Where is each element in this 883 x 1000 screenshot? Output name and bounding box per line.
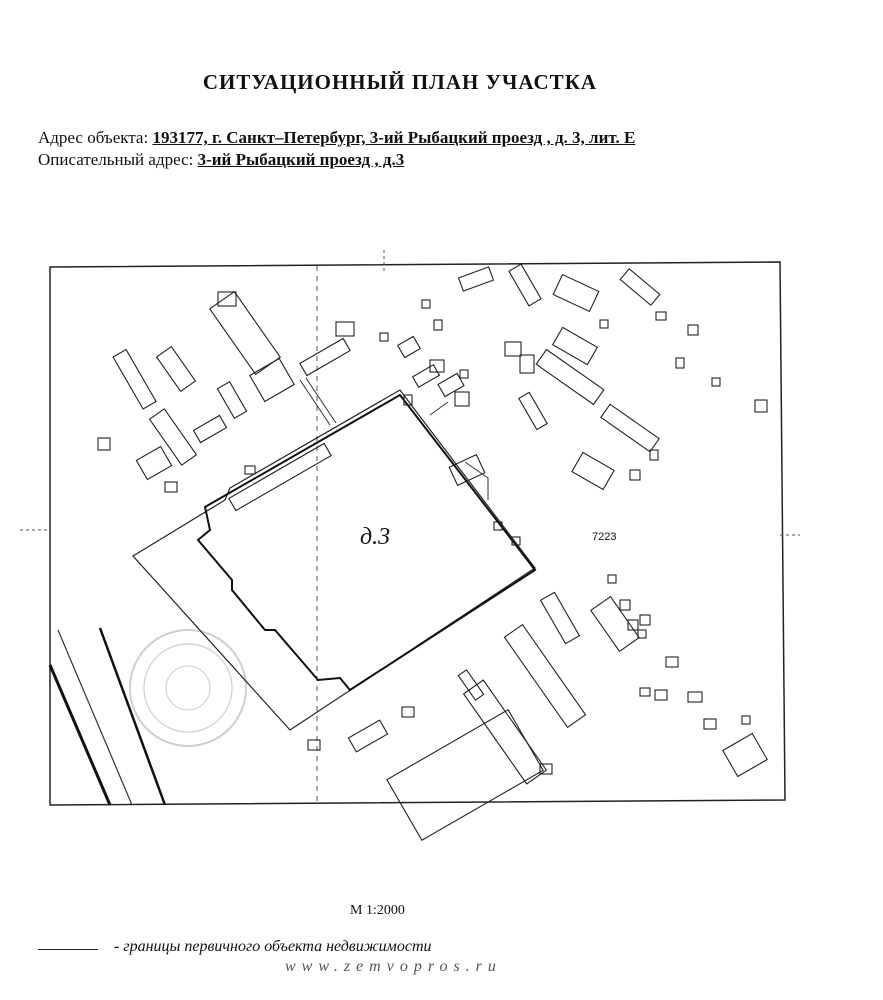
page-title: СИТУАЦИОННЫЙ ПЛАН УЧАСТКА xyxy=(202,70,598,94)
parcel-label: д.3 xyxy=(360,524,391,550)
building xyxy=(136,446,171,479)
building xyxy=(413,365,440,387)
building xyxy=(553,275,599,312)
object-address-label: Адрес объекта: xyxy=(38,128,149,147)
building xyxy=(519,392,547,429)
building xyxy=(620,269,660,305)
building xyxy=(336,322,354,336)
building xyxy=(210,292,280,375)
legend-text: - границы первичного объекта недвижимости xyxy=(114,938,432,955)
road-line xyxy=(50,665,110,805)
building xyxy=(422,300,430,308)
descriptive-address-label: Описательный адрес: xyxy=(38,150,194,169)
building xyxy=(688,692,702,702)
building xyxy=(742,716,750,724)
building xyxy=(98,438,110,450)
building xyxy=(591,597,639,652)
building xyxy=(601,404,659,452)
building xyxy=(676,358,684,368)
building xyxy=(464,680,547,784)
building xyxy=(630,470,640,480)
building xyxy=(666,657,678,667)
building xyxy=(217,382,246,418)
map-scale: М 1:2000 xyxy=(350,903,405,918)
official-stamp xyxy=(130,630,246,746)
building xyxy=(704,719,716,729)
building xyxy=(460,370,468,378)
building xyxy=(150,409,197,465)
building xyxy=(245,466,255,474)
building xyxy=(398,336,421,357)
building xyxy=(380,333,388,341)
building xyxy=(449,455,485,486)
building xyxy=(640,615,650,625)
building xyxy=(300,338,350,375)
building xyxy=(509,264,541,306)
building xyxy=(387,710,543,841)
building xyxy=(608,575,616,583)
building xyxy=(655,690,667,700)
building xyxy=(218,292,236,306)
building xyxy=(194,415,227,442)
building xyxy=(434,320,442,330)
building xyxy=(688,325,698,335)
building xyxy=(620,600,630,610)
building xyxy=(656,312,666,320)
building xyxy=(402,707,414,717)
road-line xyxy=(58,630,132,805)
object-address-value: 193177, г. Санкт–Петербург, 3-ий Рыбацкий проезд , д. 3, лит. Е xyxy=(152,128,636,147)
watermark: www.zemvopros.ru xyxy=(285,958,502,975)
building xyxy=(157,347,196,392)
building xyxy=(600,320,608,328)
legend-line-symbol xyxy=(38,949,98,950)
building xyxy=(308,740,320,750)
building xyxy=(712,378,720,386)
building xyxy=(250,359,294,402)
auxiliary-lines xyxy=(300,378,488,500)
building xyxy=(505,342,521,356)
building xyxy=(458,670,483,700)
building xyxy=(348,720,387,752)
building xyxy=(229,443,331,510)
building xyxy=(650,450,658,460)
building xyxy=(504,625,585,728)
building xyxy=(165,482,177,492)
descriptive-address-value: 3-ий Рыбацкий проезд , д.3 xyxy=(197,150,405,169)
building xyxy=(113,350,156,409)
building xyxy=(520,355,534,373)
building xyxy=(640,688,650,696)
building xyxy=(723,734,767,777)
building xyxy=(455,392,469,406)
building xyxy=(536,350,604,405)
plot-number: 7223 xyxy=(592,531,617,543)
building xyxy=(572,452,614,489)
building xyxy=(459,267,494,291)
building xyxy=(541,592,580,643)
building xyxy=(755,400,767,412)
surrounding-buildings xyxy=(98,264,767,840)
